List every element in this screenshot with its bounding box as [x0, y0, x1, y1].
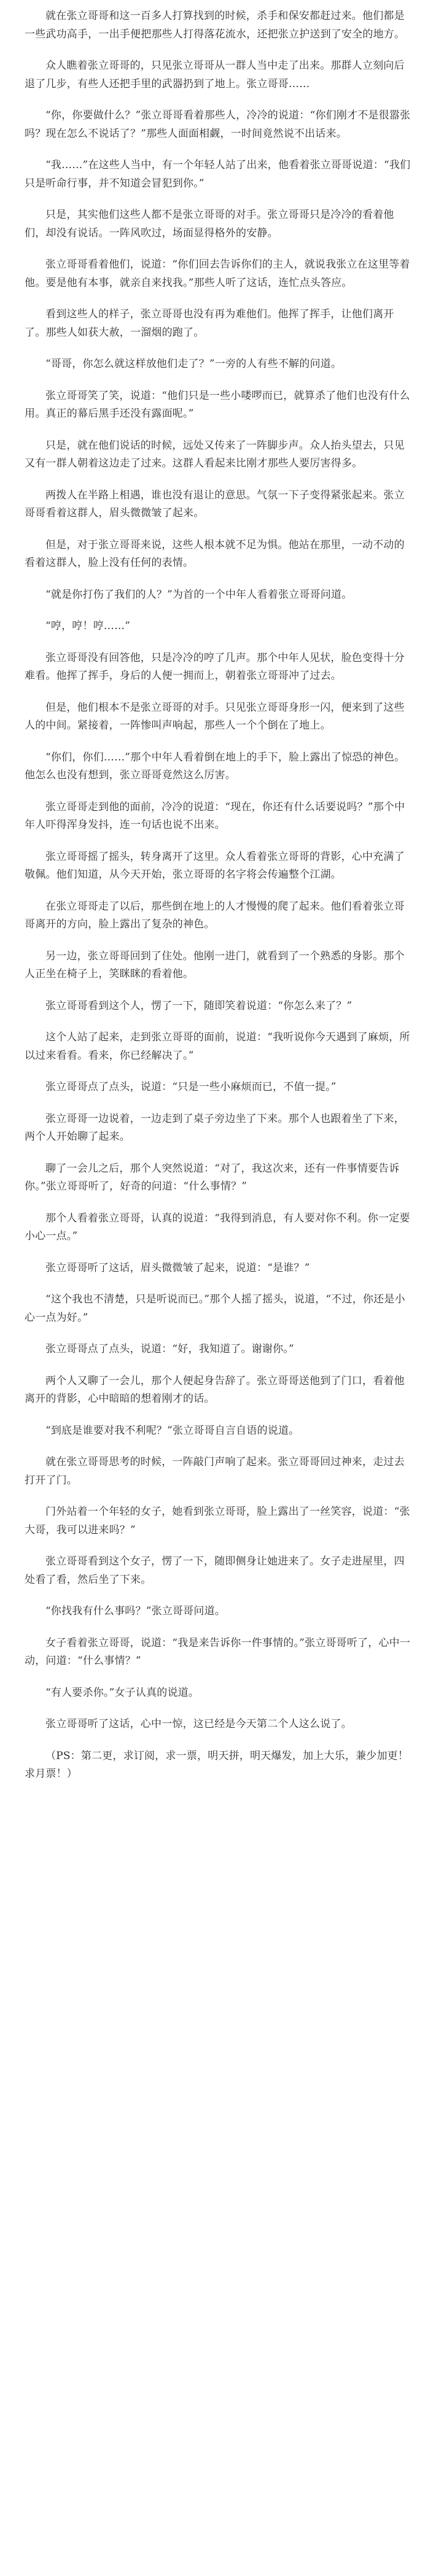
paragraph: 女子看着张立哥哥，说道：“我是来告诉你一件事情的。”张立哥哥听了，心中一动，问道：“什么事情？”	[25, 1636, 411, 1667]
paragraph: “哼，哼！哼……”	[45, 620, 131, 632]
paragraph: 两拨人在半路上相遇，谁也没有退让的意思。气氛一下子变得紧张起来。张立哥哥看着这群人，眉头微微皱了起来。	[25, 489, 405, 519]
paragraph: 在张立哥哥走了以后，那些倒在地上的人才慢慢的爬了起来。他们看着张立哥哥离开的方向，脸上露出了复杂的神色。	[25, 900, 405, 930]
paragraph: 聊了一会儿之后，那个人突然说道：“对了，我这次来，还有一件事情要告诉你。”张立哥哥听了，好奇的问道：“什么事情？”	[25, 1162, 400, 1193]
paragraph: 另一边，张立哥哥回到了住处。他刚一进门，就看到了一个熟悉的身影。那个人正坐在椅子上，笑眯眯的看着他。	[25, 950, 405, 980]
paragraph: “有人要杀你。”女子认真的说道。	[45, 1686, 200, 1699]
paragraph: 张立哥哥一边说着，一边走到了桌子旁边坐了下来。那个人也跟着坐了下来，两个人开始聊了起来。	[25, 1112, 405, 1143]
paragraph: “哥哥，你怎么就这样放他们走了？”一旁的人有些不解的问道。	[45, 358, 342, 370]
paragraph: 张立哥哥看到这个人，愣了一下，随即笑着说道：“你怎么来了？”	[45, 999, 352, 1012]
paragraph: 那个人看着张立哥哥，认真的说道：“我得到消息，有人要对你不利。你一定要小心一点。”	[25, 1212, 410, 1242]
paragraph: 张立哥哥没有回答他，只是冷冷的哼了几声。那个中年人见状，脸色变得十分难看。他挥了挥手，身后的人便一拥而上，朝着张立哥哥冲了过去。	[25, 651, 405, 682]
paragraph: “我……”在这些人当中，有一个年轻人站了出来，他看着张立哥哥说道：“我们只是听命行事，并不知道会冒犯到你。”	[25, 159, 411, 190]
paragraph: 就在张立哥哥和这一百多人打算找到的时候，杀手和保安都赶过来。他们都是一些武功高手，一出手便把那些人打得落花流水，还把张立护送到了安全的地方。	[25, 10, 405, 41]
paragraph: 只是，就在他们说话的时候，远处又传来了一阵脚步声。众人抬头望去，只见又有一群人朝着这边走了过来。这群人看起来比刚才那些人要厉害得多。	[25, 439, 405, 470]
paragraph: 就在张立哥哥思考的时候，一阵敲门声响了起来。张立哥哥回过神来，走过去打开了门。	[25, 1456, 405, 1487]
paragraph: 这个人站了起来，走到张立哥哥的面前，说道：“我听说你今天遇到了麻烦，所以过来看看。看来，你已经解决了。”	[25, 1031, 410, 1062]
paragraph: （PS：第二更，求订阅，求一票，明天拼，明天爆发，加上大乐，兼少加更！求月票！）	[25, 1749, 409, 1780]
paragraph: 张立哥哥点了点头，说道：“只是一些小麻烦而已，不值一提。”	[45, 1081, 337, 1093]
paragraph: 众人瞧着张立哥哥的，只见张立哥哥从一群人当中走了出来。那群人立刻向后退了几步，有些人还把手里的武器扔到了地上。张立哥哥……	[25, 60, 405, 90]
paragraph: “就是你打伤了我们的人？”为首的一个中年人看着张立哥哥问道。	[45, 588, 352, 601]
chapter-body	[25, 7, 411, 1784]
paragraph: 但是，对于张立哥哥来说，这些人根本就不足为惧。他站在那里，一动不动的看着这群人，脸上没有任何的表情。	[25, 538, 405, 569]
paragraph: 张立哥哥走到他的面前，冷冷的说道：“现在，你还有什么话要说吗？”那个中年人吓得浑身发抖，连一句话也说不出来。	[25, 800, 405, 831]
paragraph: “你们，你们……”那个中年人看着倒在地上的手下，脸上露出了惊恐的神色。他怎么也没有想到，张立哥哥竟然这么厉害。	[25, 751, 405, 781]
paragraph: 张立哥哥笑了笑，说道：“他们只是一些小喽啰而已，就算杀了他们也没有什么用。真正的幕后黑手还没有露面呢。”	[25, 389, 410, 420]
paragraph: 只是，其实他们这些人都不是张立哥哥的对手。张立哥哥只是冷冷的看着他们，却没有说话。一阵风吹过，场面显得格外的安静。	[25, 209, 394, 239]
paragraph: “你找我有什么事吗？”张立哥哥问道。	[45, 1605, 225, 1617]
paragraph: 张立哥哥摇了摇头，转身离开了这里。众人看着张立哥哥的背影，心中充满了敬佩。他们知道，从今天开始，张立哥哥的名字将会传遍整个江湖。	[25, 850, 405, 881]
paragraph: “这个我也不清楚，只是听说而已。”那个人摇了摇头，说道，“不过，你还是小心一点为好。”	[25, 1293, 405, 1324]
paragraph: 张立哥哥点了点头，说道：“好，我知道了。谢谢你。”	[45, 1343, 294, 1355]
paragraph: “到底是谁要对我不利呢？”张立哥哥自言自语的说道。	[45, 1424, 300, 1437]
paragraph: “你，你要做什么？”张立哥哥看着那些人，冷冷的说道：“你们刚才不是很嚣张吗？现在怎么不说话了？”那些人面面相觑，一时间竟然说不出话来。	[25, 109, 411, 140]
paragraph: 看到这些人的样子，张立哥哥也没有再为难他们。他挥了挥手，让他们离开了。那些人如获大赦，一溜烟的跑了。	[25, 308, 394, 339]
paragraph: 张立哥哥看着他们，说道：“你们回去告诉你们的主人，就说我张立在这里等着他。要是他有本事，就亲自来找我。”那些人听了这话，连忙点头答应。	[25, 258, 410, 289]
paragraph: 两个人又聊了一会儿，那个人便起身告辞了。张立哥哥送他到了门口，看着他离开的背影，心中暗暗的想着刚才的话。	[25, 1374, 405, 1405]
paragraph: 张立哥哥看到这个女子，愣了一下，随即侧身让她进来了。女子走进屋里，四处看了看，然后坐了下来。	[25, 1555, 405, 1586]
paragraph: 但是，他们根本不是张立哥哥的对手。只见张立哥哥身形一闪，便来到了这些人的中间。紧接着，一阵惨叫声响起，那些人一个个倒在了地上。	[25, 701, 405, 732]
paragraph: 张立哥哥听了这话，眉头微微皱了起来，说道：“是谁？”	[45, 1261, 310, 1274]
paragraph: 张立哥哥听了这话，心中一惊，这已经是今天第二个人这么说了。	[45, 1718, 352, 1730]
paragraph: 门外站着一个年轻的女子，她看到张立哥哥，脸上露出了一丝笑容，说道：“张大哥，我可以进来吗？”	[25, 1506, 410, 1536]
